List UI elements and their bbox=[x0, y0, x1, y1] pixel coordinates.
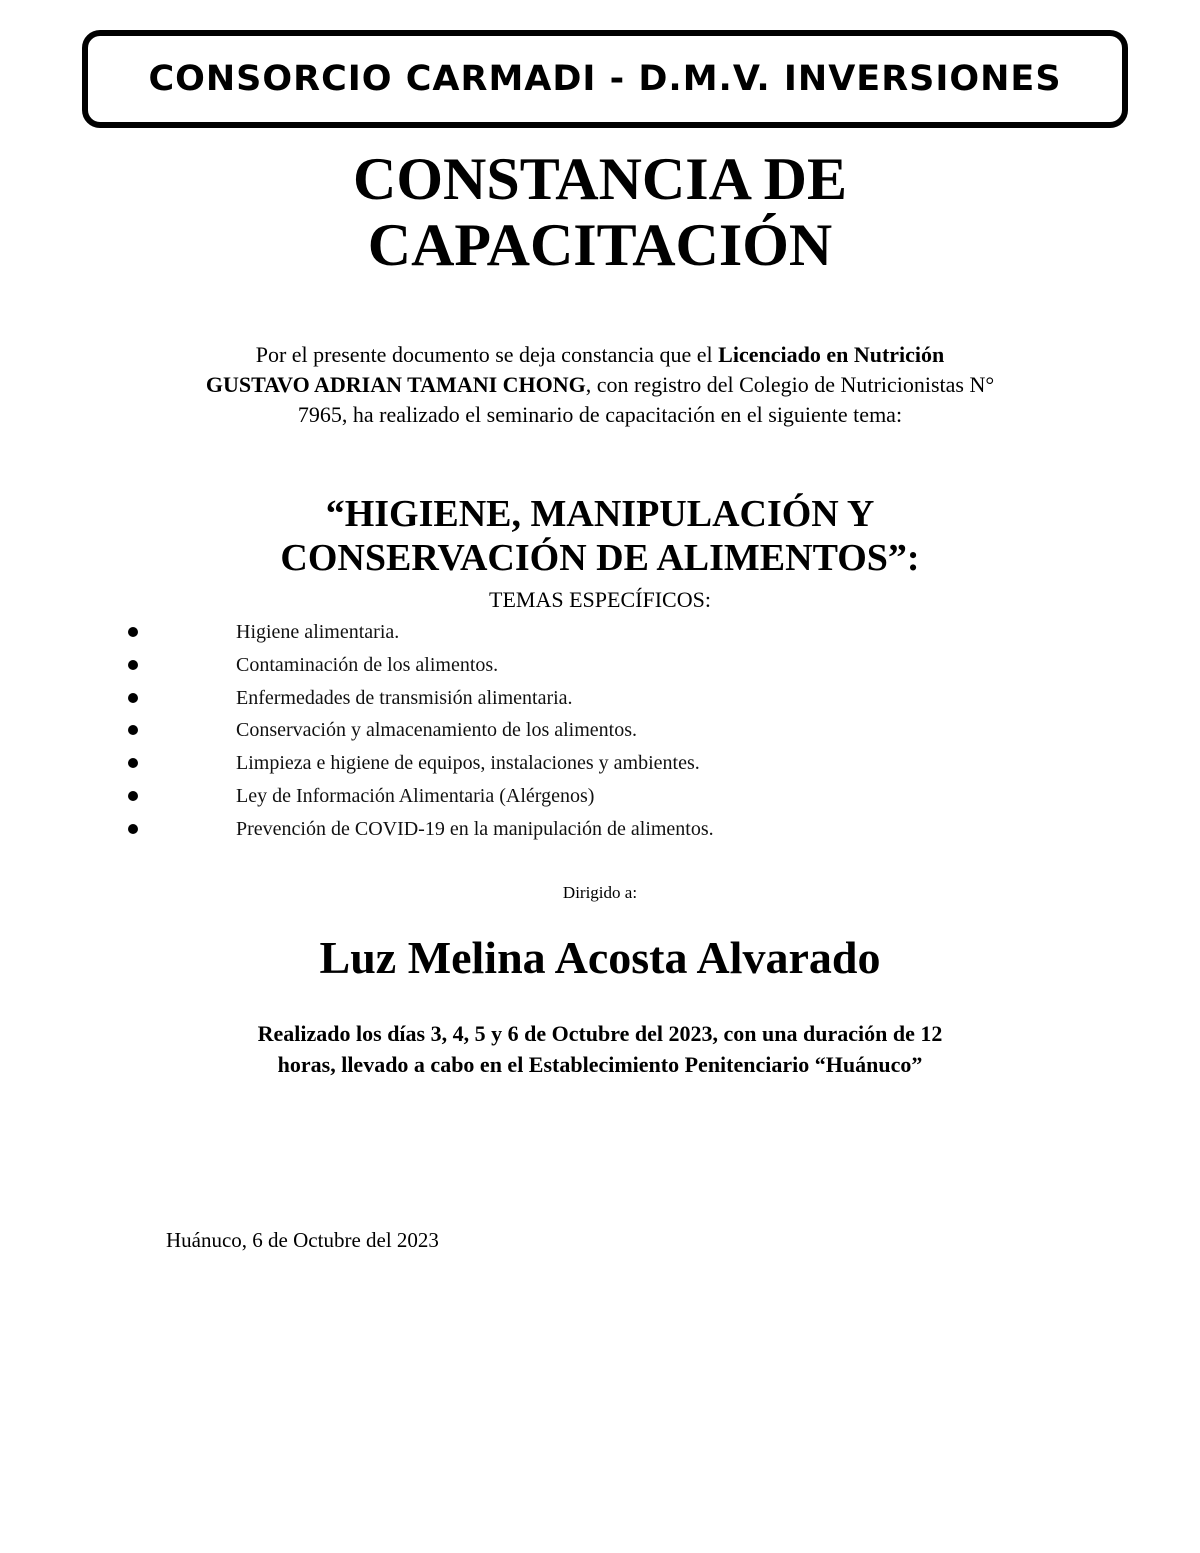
bullet-icon bbox=[128, 627, 138, 637]
topic-text: Ley de Información Alimentaria (Alérgenos) bbox=[236, 784, 595, 807]
topic-text: Enfermedades de transmisión alimentaria. bbox=[236, 686, 573, 709]
intro-profession: Licenciado en Nutrición bbox=[718, 342, 945, 367]
recipient-name: Luz Melina Acosta Alvarado bbox=[319, 932, 881, 983]
company-header-box bbox=[82, 30, 1128, 128]
seminar-topic-line-2: CONSERVACIÓN DE ALIMENTOS”: bbox=[280, 537, 920, 579]
bullet-icon bbox=[128, 758, 138, 768]
topic-text: Prevención de COVID-19 en la manipulación de alimentos. bbox=[236, 817, 714, 840]
bullet-icon bbox=[128, 660, 138, 670]
company-name: CONSORCIO CARMADI - D.M.V. INVERSIONES bbox=[148, 59, 1062, 99]
topic-text: Limpieza e higiene de equipos, instalaciones y ambientes. bbox=[236, 752, 700, 775]
seminar-topic-line-1: “HIGIENE, MANIPULACIÓN Y bbox=[325, 493, 875, 535]
seminar-topic bbox=[0, 492, 1200, 580]
topic-text: Conservación y almacenamiento de los alimentos. bbox=[236, 719, 637, 742]
intro-paragraph bbox=[180, 340, 1020, 430]
bullet-icon bbox=[128, 693, 138, 703]
bullet-icon bbox=[128, 725, 138, 735]
title-line-2: CAPACITACIÓN bbox=[367, 212, 833, 278]
bullet-icon bbox=[128, 824, 138, 834]
training-details-line-2: horas, llevado a cabo en el Establecimiento Penitenciario “Huánuco” bbox=[277, 1052, 923, 1077]
bullet-icon bbox=[128, 791, 138, 801]
intro-text-end: , con registro del Colegio de Nutricionistas N° 7965, ha realizado el seminario de capacitación en el siguiente tema: bbox=[297, 372, 995, 427]
topic-text: Higiene alimentaria. bbox=[236, 621, 400, 643]
specific-topics-heading: TEMAS ESPECÍFICOS: bbox=[489, 587, 711, 612]
place-and-date: Huánuco, 6 de Octubre del 2023 bbox=[166, 1228, 439, 1252]
training-details bbox=[150, 1018, 1050, 1080]
training-details-line-1: Realizado los días 3, 4, 5 y 6 de Octubre del 2023, con una duración de 12 bbox=[257, 1021, 943, 1046]
addressed-to-label: Dirigido a: bbox=[562, 883, 638, 902]
intro-text-start: Por el presente documento se deja constancia que el bbox=[255, 342, 719, 367]
title-line-1: CONSTANCIA DE bbox=[353, 146, 847, 212]
page-title bbox=[0, 146, 1200, 278]
topic-text: Contaminación de los alimentos. bbox=[236, 653, 499, 676]
trainer-name: GUSTAVO ADRIAN TAMANI CHONG bbox=[205, 372, 586, 397]
